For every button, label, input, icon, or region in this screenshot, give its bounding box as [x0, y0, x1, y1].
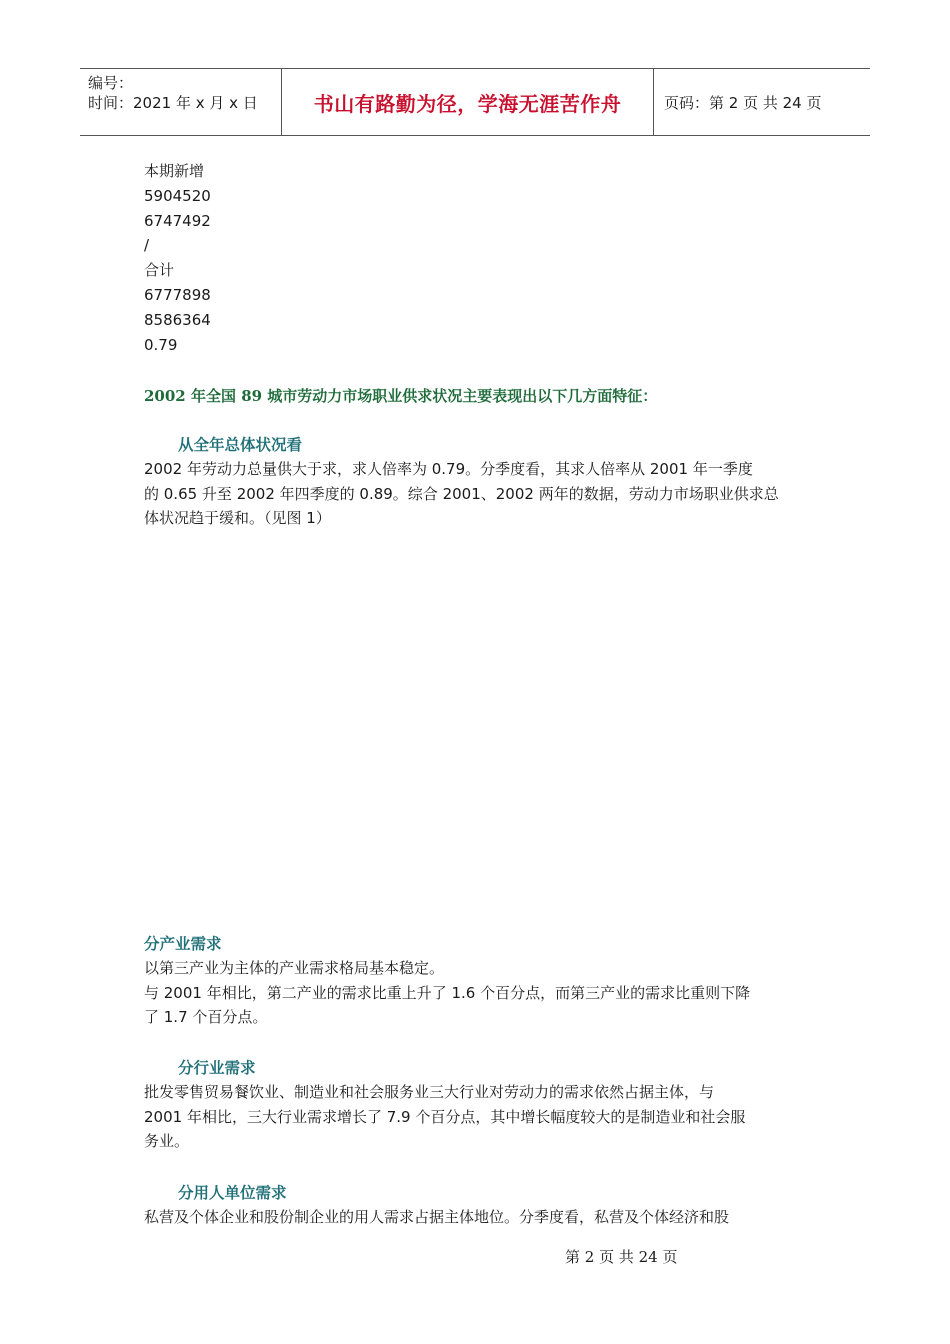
table-cell: 合计 — [144, 261, 175, 280]
paragraph-line: 2002 年劳动力总量供大于求，求人倍率为 0.79。分季度看，其求人倍率从 2001 年一季度 — [144, 460, 753, 478]
section-title-industry: 分产业需求 — [144, 934, 222, 953]
paragraph-line: 2001 年相比，三大行业需求增长了 7.9 个百分点，其中增长幅度较大的是制造业和社会服 — [144, 1107, 746, 1126]
table-values — [144, 159, 814, 357]
table-cell: 8586364 — [144, 310, 211, 329]
header-page-info: 页码：第 2 页 共 24 页 — [664, 93, 822, 112]
paragraph-line: 私营及个体企业和股份制企业的用人需求占据主体地位。分季度看，私营及个体经济和股 — [144, 1208, 730, 1226]
section-sector — [144, 1056, 814, 1154]
section-overall — [144, 433, 814, 531]
paragraph-line: 体状况趋于缓和。（见图 1） — [144, 509, 331, 527]
table-cell: 0.79 — [144, 335, 178, 354]
document-date: 时间：2021 年 x 月 x 日 — [88, 94, 258, 112]
section-industry — [144, 932, 814, 1030]
paragraph-line: 的 0.65 升至 2002 年四季度的 0.89。综合 2001、2002 两年的数据，劳动力市场职业供求总 — [144, 484, 779, 503]
table-cell: 6777898 — [144, 285, 211, 304]
section-heading: 2002 年全国 89 城市劳动力市场职业供求状况主要表现出以下几方面特征： — [144, 387, 658, 405]
paragraph-line: 以第三产业为主体的产业需求格局基本稳定。 — [144, 959, 445, 977]
page-footer: 第 2 页 共 24 页 — [565, 1248, 678, 1266]
paragraph-line: 与 2001 年相比，第二产业的需求比重上升了 1.6 个百分点，而第三产业的需求比重则下降 — [144, 983, 751, 1002]
document-number-label: 编号： — [88, 74, 134, 92]
header-meta — [80, 69, 282, 135]
table-cell: 5904520 — [144, 186, 211, 205]
section-title-sector: 分行业需求 — [178, 1058, 256, 1077]
page-header — [80, 68, 870, 136]
section-employer — [144, 1181, 814, 1230]
table-cell: 6747492 — [144, 211, 211, 230]
section-title-overall: 从全年总体状况看 — [178, 435, 303, 454]
paragraph-line: 批发零售贸易餐饮业、制造业和社会服务业三大行业对劳动力的需求依然占据主体，与 — [144, 1083, 715, 1101]
table-cell: 本期新增 — [144, 162, 205, 180]
header-motto: 书山有路勤为径，学海无涯苦作舟 — [282, 69, 654, 135]
paragraph-line: 了 1.7 个百分点。 — [144, 1008, 268, 1026]
section-title-employer: 分用人单位需求 — [178, 1183, 287, 1202]
paragraph-line: 务业。 — [144, 1132, 190, 1150]
table-cell: / — [144, 236, 150, 255]
